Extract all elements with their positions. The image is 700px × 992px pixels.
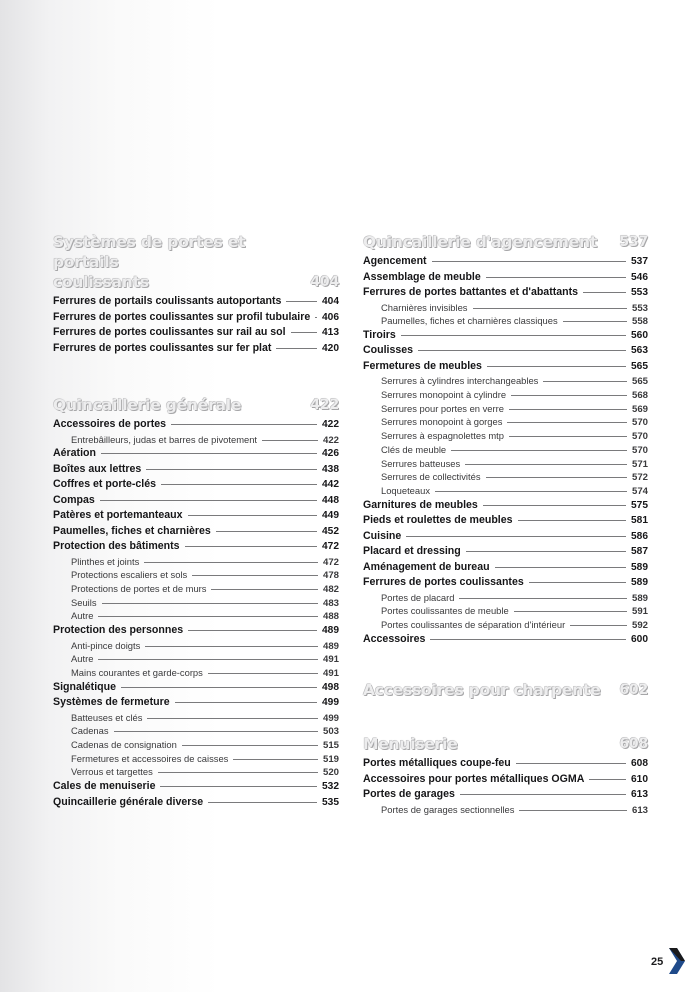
toc-entry[interactable]: [363, 360, 648, 376]
entry-page: 535: [322, 796, 339, 808]
entry-label: Agencement: [363, 255, 427, 267]
entry-page: 546: [631, 271, 648, 283]
toc-entry[interactable]: [53, 342, 339, 358]
dot-leader: [185, 546, 317, 547]
entry-page: 589: [631, 577, 648, 589]
toc-entry[interactable]: [363, 329, 648, 345]
entry-page: 589: [631, 592, 648, 604]
toc-subentry[interactable]: [363, 592, 648, 606]
dot-leader: [114, 731, 318, 732]
right-column: [363, 232, 648, 817]
entry-label: Paumelles, fiches et charnières classiques: [381, 315, 558, 327]
toc-entry[interactable]: [363, 576, 648, 592]
entry-label: Loqueteaux: [381, 484, 431, 496]
entry-label: Entrebâilleurs, judas et barres de pivotement: [71, 433, 258, 445]
entry-label: Pieds et roulettes de meubles: [363, 514, 513, 527]
entry-label: Coffres et porte-clés: [53, 478, 157, 491]
entry-page: 472: [322, 541, 339, 553]
entry-label: Portes coulissantes de séparation d'intérieur: [381, 618, 566, 630]
dot-leader: [487, 366, 626, 367]
entry-page: 449: [322, 510, 339, 522]
entry-label: Portes de garages sectionnelles: [381, 803, 515, 815]
section-heading: [53, 232, 339, 292]
section-page: 537: [619, 234, 648, 250]
entry-page: 498: [322, 681, 339, 693]
dot-leader: [262, 440, 318, 441]
entry-page: 587: [631, 546, 648, 558]
dot-leader: [175, 702, 317, 703]
entry-label: Patères et portemanteaux: [53, 509, 183, 522]
toc-subentry[interactable]: [363, 471, 648, 485]
dot-leader: [563, 321, 627, 322]
entry-page: 489: [322, 625, 339, 637]
toc-subentry[interactable]: [53, 556, 339, 570]
entry-page: 613: [631, 789, 648, 801]
entry-page: 565: [631, 360, 648, 372]
dot-leader: [460, 794, 626, 795]
toc-entry[interactable]: [363, 514, 648, 530]
entry-label: Fermetures et accessoires de caisses: [71, 752, 229, 764]
dot-leader: [543, 381, 627, 382]
entry-label: Coulisses: [363, 344, 414, 357]
dot-leader: [418, 350, 626, 351]
section-page: 608: [619, 736, 648, 753]
dot-leader: [451, 450, 627, 451]
dot-leader: [161, 484, 317, 485]
dot-leader: [509, 436, 627, 437]
toc-entry[interactable]: [363, 788, 648, 804]
toc-subentry[interactable]: [53, 610, 339, 624]
entry-page: 448: [322, 494, 339, 506]
entry-page: 572: [631, 472, 648, 484]
dot-leader: [495, 567, 626, 568]
entry-label: Boîtes aux lettres: [53, 462, 142, 475]
dot-leader: [511, 395, 627, 396]
entry-label: Plinthes et joints: [71, 555, 140, 567]
entry-label: Cadenas: [71, 725, 109, 737]
entry-page: 483: [322, 597, 339, 609]
dot-leader: [473, 308, 627, 309]
dot-leader: [98, 659, 318, 660]
entry-label: Serrures batteuses: [381, 457, 461, 469]
entry-list: [363, 255, 648, 648]
toc-subentry[interactable]: [53, 739, 339, 753]
entry-page: 575: [631, 499, 648, 511]
left-column: [53, 232, 339, 811]
entry-page: 600: [631, 633, 648, 645]
entry-page: 574: [631, 485, 648, 497]
entry-page: 553: [631, 287, 648, 298]
entry-label: Protections escaliers et sols: [71, 569, 188, 581]
entry-label: Cadenas de consignation: [71, 739, 177, 751]
entry-page: 452: [322, 525, 339, 537]
dot-leader: [459, 598, 627, 599]
entry-label: Serrures de collectivités: [381, 471, 481, 483]
toc-entry[interactable]: [363, 271, 648, 287]
entry-page: 568: [631, 390, 648, 402]
toc-entry[interactable]: [53, 295, 339, 311]
entry-label: Mains courantes et garde-corps: [71, 667, 203, 678]
toc-entry[interactable]: [53, 311, 339, 327]
toc-entry[interactable]: [363, 773, 648, 789]
toc-subentry[interactable]: [363, 375, 648, 389]
toc-subentry[interactable]: [363, 416, 648, 430]
dot-leader: [233, 759, 318, 760]
entry-label: Garnitures de meubles: [363, 498, 478, 511]
dot-leader: [589, 779, 626, 780]
entry-label: Accessoires de portes: [53, 418, 167, 430]
entry-page: 413: [322, 327, 339, 338]
toc-section: [53, 395, 339, 811]
dot-leader: [276, 348, 317, 349]
dot-leader: [583, 292, 626, 293]
entry-label: Portes métalliques coupe-feu: [363, 757, 511, 770]
section-title: Quincaillerie d'agencement: [363, 233, 598, 251]
entry-label: Portes de placard: [381, 591, 455, 603]
entry-label: Accessoires: [363, 632, 426, 645]
entry-page: 558: [631, 316, 648, 328]
dot-leader: [483, 505, 626, 506]
dot-leader: [144, 562, 318, 563]
entry-label: Assemblage de meuble: [363, 270, 481, 283]
entry-label: Verrous et targettes: [71, 766, 153, 778]
toc-subentry[interactable]: [53, 667, 339, 681]
entry-label: Ferrures de portes coulissantes sur profil tubulaire: [53, 310, 311, 323]
toc-entry[interactable]: [363, 530, 648, 546]
section-page: 602: [619, 682, 648, 699]
dot-leader: [466, 551, 626, 552]
toc-subentry[interactable]: [53, 712, 339, 726]
entry-label: Serrures pour portes en verre: [381, 402, 504, 414]
dot-leader: [465, 464, 627, 465]
entry-page: 503: [322, 726, 339, 738]
entry-page: 570: [631, 431, 648, 443]
entry-page: 553: [631, 302, 648, 314]
entry-page: 589: [631, 561, 648, 573]
entry-label: Serrures à espagnolettes mtp: [381, 430, 504, 442]
dot-leader: [145, 646, 318, 647]
entry-page: 519: [322, 753, 339, 765]
dot-leader: [509, 409, 627, 410]
dot-leader: [406, 536, 626, 537]
entry-label: Fermetures de meubles: [363, 359, 482, 372]
entry-page: 613: [631, 804, 648, 816]
toc-entry[interactable]: [53, 796, 339, 812]
toc-subentry[interactable]: [363, 804, 648, 818]
section-title: Systèmes de portes et portails coulissants: [53, 233, 246, 291]
entry-page: 489: [322, 640, 339, 652]
entry-page: 426: [322, 448, 339, 460]
entry-page: 499: [322, 697, 339, 709]
entry-label: Aménagement de bureau: [363, 560, 490, 573]
dot-leader: [519, 810, 627, 811]
toc-entry[interactable]: [363, 255, 648, 271]
entry-page: 422: [322, 419, 339, 430]
entry-label: Compas: [53, 493, 95, 506]
section-heading: [363, 734, 648, 754]
dot-leader: [216, 531, 317, 532]
entry-page: 571: [631, 458, 648, 470]
entry-page: 404: [322, 296, 339, 307]
entry-label: Anti-pince doigts: [71, 639, 141, 651]
entry-page: 520: [322, 767, 339, 779]
dot-leader: [507, 422, 627, 423]
entry-label: Tiroirs: [363, 328, 396, 341]
entry-page: 491: [322, 668, 339, 679]
entry-list: [53, 418, 339, 811]
toc-subentry[interactable]: [363, 403, 648, 417]
page-number: 25: [651, 956, 664, 968]
entry-page: 592: [631, 619, 648, 631]
entry-label: Seuils: [71, 596, 97, 608]
toc-subentry[interactable]: [53, 753, 339, 767]
toc-section: [363, 232, 648, 648]
entry-label: Serrures monopoint à cylindre: [381, 389, 507, 401]
entry-page: 570: [631, 444, 648, 456]
toc-subentry[interactable]: [363, 302, 648, 316]
dot-leader: [102, 603, 318, 604]
toc-entry[interactable]: [363, 757, 648, 773]
entry-page: 565: [631, 376, 648, 388]
entry-page: 581: [631, 515, 648, 527]
dot-leader: [315, 317, 317, 318]
entry-page: 586: [631, 530, 648, 542]
entry-page: 420: [322, 342, 339, 354]
entry-label: Portes de garages: [363, 788, 455, 801]
dot-leader: [286, 301, 317, 302]
dot-leader: [570, 625, 627, 626]
entry-list: [363, 757, 648, 817]
toc-subentry[interactable]: [53, 597, 339, 611]
entry-label: Protections de portes et de murs: [71, 583, 207, 595]
entry-list: [53, 295, 339, 357]
entry-page: 488: [322, 611, 339, 623]
dot-leader: [291, 332, 317, 333]
toc-entry[interactable]: [53, 780, 339, 796]
dot-leader: [430, 639, 626, 640]
toc-entry[interactable]: [53, 326, 339, 342]
dot-leader: [208, 673, 318, 674]
toc-section: [363, 734, 648, 817]
entry-page: 478: [322, 570, 339, 582]
dot-leader: [121, 687, 317, 688]
entry-label: Charnières invisibles: [381, 301, 468, 313]
toc-entry[interactable]: [53, 494, 339, 510]
toc-entry[interactable]: [53, 525, 339, 541]
toc-entry[interactable]: [363, 344, 648, 360]
toc-subentry[interactable]: [53, 583, 339, 597]
entry-label: Ferrures de portes coulissantes sur rail au sol: [53, 326, 286, 338]
next-page-arrow-icon: [667, 946, 687, 976]
entry-label: Cuisine: [363, 529, 402, 542]
entry-page: 560: [631, 329, 648, 341]
dot-leader: [182, 745, 318, 746]
entry-page: 532: [322, 781, 339, 793]
dot-leader: [435, 491, 627, 492]
entry-label: Ferrures de portes coulissantes: [363, 576, 524, 589]
dot-leader: [98, 616, 318, 617]
dot-leader: [192, 575, 318, 576]
dot-leader: [188, 515, 317, 516]
dot-leader: [514, 611, 627, 612]
toc-subentry[interactable]: [53, 653, 339, 667]
entry-label: Ferrures de portes battantes et d'abattants: [363, 286, 579, 298]
dot-leader: [486, 277, 626, 278]
entry-page: 537: [631, 256, 648, 267]
entry-label: Quincaillerie générale diverse: [53, 795, 204, 808]
dot-leader: [211, 589, 318, 590]
entry-page: 491: [322, 654, 339, 666]
toc-subentry[interactable]: [363, 605, 648, 619]
entry-page: 515: [322, 740, 339, 752]
section-title: Menuiserie: [363, 735, 458, 754]
toc-entry[interactable]: [53, 509, 339, 525]
toc-entry[interactable]: [53, 696, 339, 712]
toc-subentry[interactable]: [363, 485, 648, 499]
toc-section: [363, 680, 648, 700]
dot-leader: [158, 772, 318, 773]
dot-leader: [529, 582, 626, 583]
entry-page: 472: [322, 556, 339, 568]
entry-page: 608: [631, 758, 648, 770]
entry-page: 442: [322, 479, 339, 491]
entry-label: Cales de menuiserie: [53, 780, 156, 793]
toc-entry[interactable]: [53, 447, 339, 463]
section-heading: [53, 395, 339, 415]
toc-entry[interactable]: [363, 499, 648, 515]
entry-label: Accessoires pour portes métalliques OGMA: [363, 772, 585, 785]
entry-label: Autre: [71, 653, 94, 665]
toc-subentry[interactable]: [363, 458, 648, 472]
toc-entry[interactable]: [53, 540, 339, 556]
entry-page: 482: [322, 584, 339, 596]
dot-leader: [518, 520, 626, 521]
entry-page: 563: [631, 345, 648, 357]
section-page: 422: [310, 397, 339, 413]
section-title: Accessoires pour charpente: [363, 681, 601, 700]
toc-subentry[interactable]: [363, 444, 648, 458]
entry-label: Batteuses et clés: [71, 711, 143, 723]
entry-label: Protection des personnes: [53, 624, 184, 637]
toc-subentry[interactable]: [363, 389, 648, 403]
dot-leader: [160, 786, 317, 787]
toc-subentry[interactable]: [363, 315, 648, 329]
entry-label: Serrures monopoint à gorges: [381, 416, 503, 428]
dot-leader: [100, 500, 317, 501]
entry-page: 570: [631, 417, 648, 429]
entry-label: Clés de meuble: [381, 443, 447, 455]
entry-label: Signalétique: [53, 680, 116, 693]
entry-label: Aération: [53, 447, 96, 460]
entry-page: 591: [631, 606, 648, 618]
toc-entry[interactable]: [363, 561, 648, 577]
toc-entry[interactable]: [53, 681, 339, 697]
toc-entry[interactable]: [53, 624, 339, 640]
dot-leader: [171, 424, 317, 425]
toc-entry[interactable]: [53, 478, 339, 494]
dot-leader: [432, 261, 626, 262]
entry-label: Ferrures de portes coulissantes sur fer plat: [53, 341, 272, 354]
toc-entry[interactable]: [363, 286, 648, 302]
entry-label: Placard et dressing: [363, 545, 461, 558]
toc-subentry[interactable]: [363, 430, 648, 444]
entry-page: 438: [322, 463, 339, 475]
dot-leader: [101, 453, 317, 454]
dot-leader: [486, 477, 627, 478]
entry-label: Portes coulissantes de meuble: [381, 605, 509, 617]
toc-subentry[interactable]: [53, 569, 339, 583]
entry-page: 610: [631, 773, 648, 785]
toc-subentry[interactable]: [53, 725, 339, 739]
toc-section: [53, 232, 339, 357]
section-page: 404: [310, 274, 339, 290]
toc-subentry[interactable]: [53, 640, 339, 654]
dot-leader: [147, 718, 318, 719]
dot-leader: [208, 802, 317, 803]
dot-leader: [401, 335, 626, 336]
entry-page: 499: [322, 712, 339, 724]
entry-page: 569: [631, 403, 648, 415]
entry-label: Systèmes de fermeture: [53, 696, 170, 709]
dot-leader: [146, 469, 317, 470]
toc-subentry[interactable]: [53, 434, 339, 448]
toc-subentry[interactable]: [363, 619, 648, 633]
toc-entry[interactable]: [363, 633, 648, 649]
entry-page: 406: [322, 311, 339, 323]
toc-subentry[interactable]: [53, 766, 339, 780]
entry-label: Paumelles, fiches et charnières: [53, 524, 211, 537]
section-heading: [363, 232, 648, 252]
toc-entry[interactable]: [363, 545, 648, 561]
section-title: Quincaillerie générale: [53, 396, 242, 414]
dot-leader: [516, 763, 626, 764]
entry-label: Autre: [71, 610, 94, 622]
dot-leader: [188, 630, 317, 631]
toc-entry[interactable]: [53, 418, 339, 434]
section-heading: [363, 680, 648, 700]
entry-label: Ferrures de portails coulissants autoportants: [53, 295, 282, 307]
entry-label: Protection des bâtiments: [53, 540, 180, 553]
toc-entry[interactable]: [53, 463, 339, 479]
entry-page: 422: [322, 434, 339, 446]
entry-label: Serrures à cylindres interchangeables: [381, 375, 539, 387]
